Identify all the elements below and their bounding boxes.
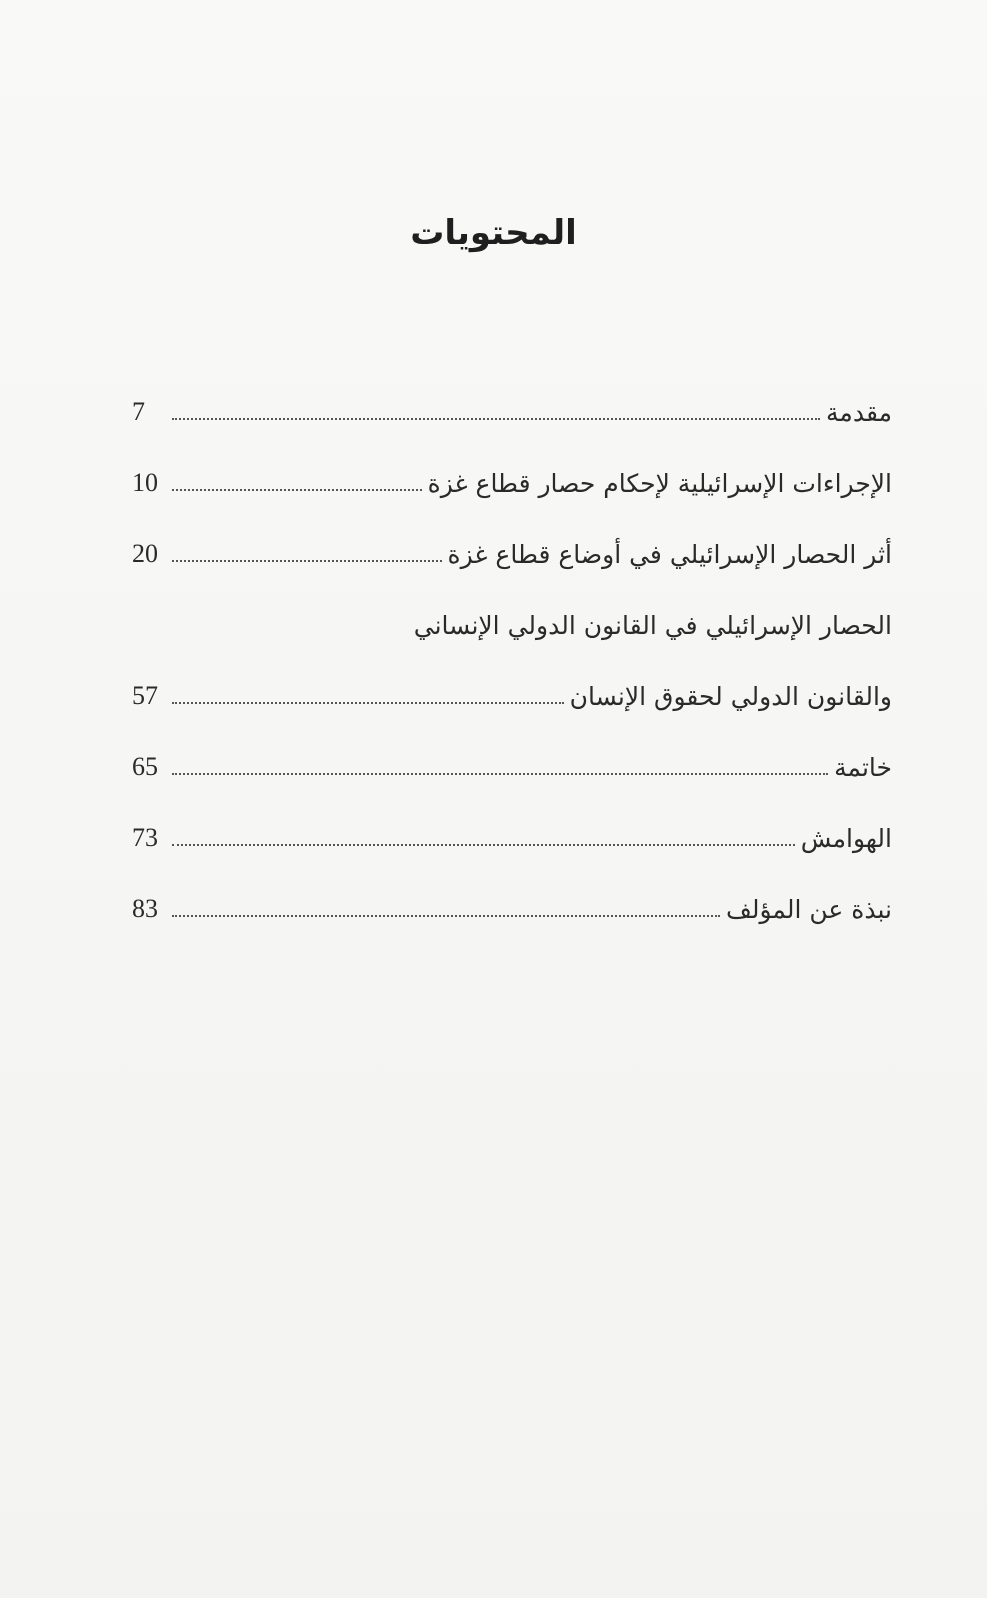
toc-entry-title: مقدمة bbox=[826, 398, 892, 427]
toc-entry-about-author bbox=[132, 877, 892, 927]
toc-entry-title: نبذة عن المؤلف bbox=[726, 895, 892, 924]
dot-leader bbox=[172, 773, 828, 775]
page-title: المحتويات bbox=[410, 212, 577, 253]
toc-page-number: 65 bbox=[132, 752, 158, 781]
toc-entry-title: الحصار الإسرائيلي في القانون الدولي الإنساني bbox=[413, 611, 892, 640]
toc-page-number: 10 bbox=[132, 468, 158, 497]
dot-leader bbox=[172, 489, 422, 491]
dot-leader bbox=[172, 844, 795, 846]
toc-page-number: 73 bbox=[132, 823, 158, 852]
toc-entry-title: والقانون الدولي لحقوق الإنسان bbox=[569, 682, 892, 711]
dot-leader bbox=[172, 560, 442, 562]
toc-entry-conclusion bbox=[132, 735, 892, 785]
toc-entry-impact bbox=[132, 522, 892, 572]
toc-entry-title: الإجراءات الإسرائيلية لإحكام حصار قطاع غزة bbox=[427, 469, 892, 498]
toc-entry-title: أثر الحصار الإسرائيلي في أوضاع قطاع غزة bbox=[447, 540, 892, 569]
toc-entry-humanitarian-law bbox=[132, 593, 892, 643]
dot-leader bbox=[172, 702, 564, 704]
toc-page-number: 20 bbox=[132, 539, 158, 568]
toc-entry-introduction bbox=[132, 380, 892, 430]
toc-page-number: 57 bbox=[132, 681, 158, 710]
toc-page-number: 83 bbox=[132, 894, 158, 923]
toc-entry-title: الهوامش bbox=[800, 824, 892, 853]
toc-entry-footnotes bbox=[132, 806, 892, 856]
toc-page-number: 7 bbox=[132, 397, 145, 426]
toc-entry-human-rights-law bbox=[132, 664, 892, 714]
toc-entry-measures bbox=[132, 451, 892, 501]
dot-leader bbox=[172, 418, 820, 420]
toc-entry-title: خاتمة bbox=[834, 753, 892, 782]
dot-leader bbox=[172, 915, 720, 917]
